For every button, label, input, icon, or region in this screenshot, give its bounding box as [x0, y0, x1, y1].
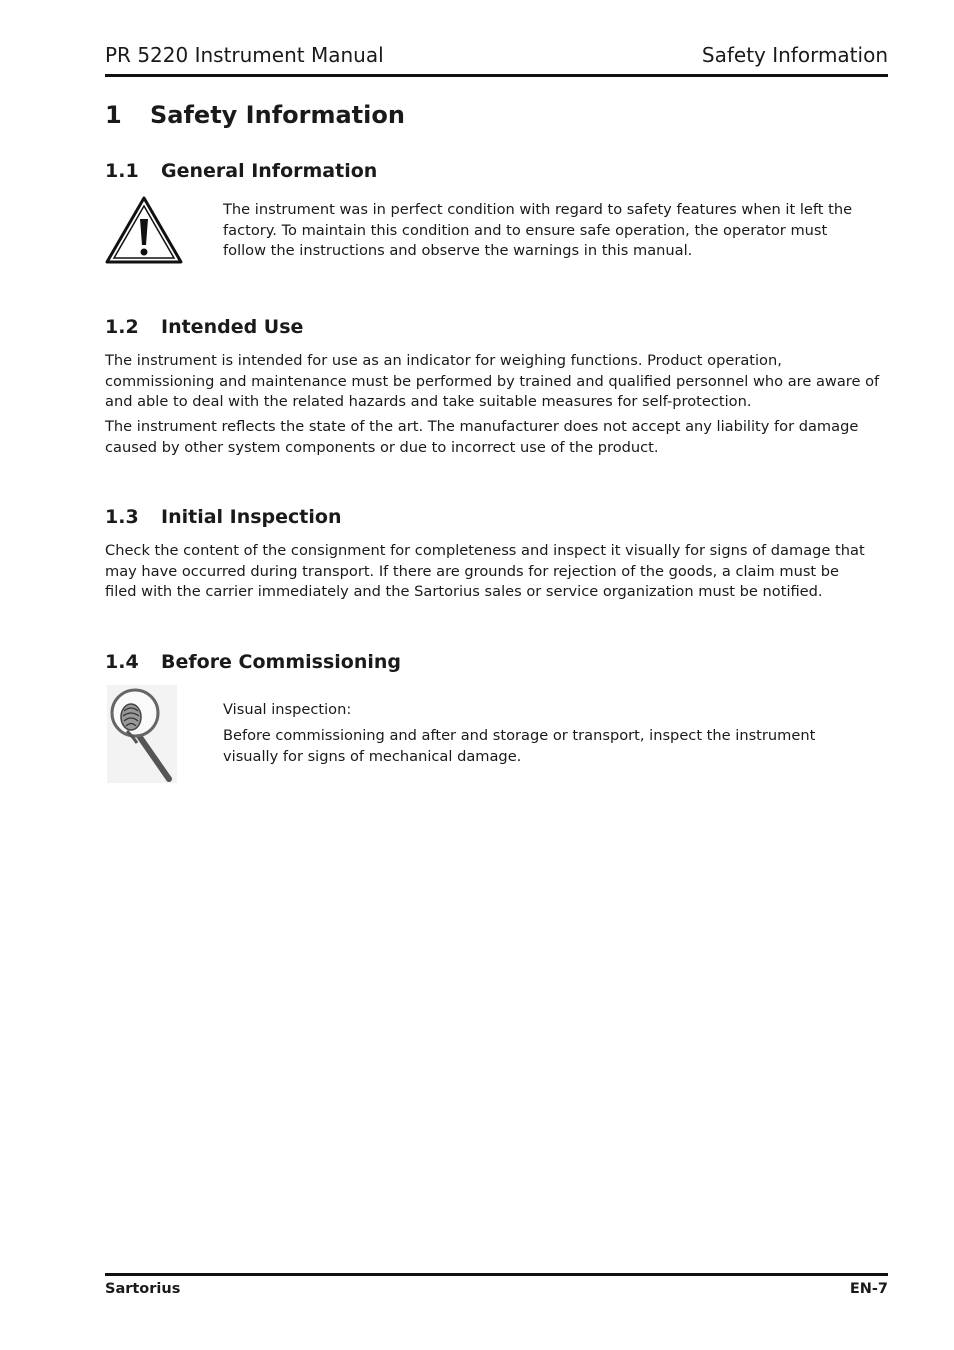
section-number: 1.1 [105, 160, 139, 182]
section-title: Before Commissioning [161, 651, 402, 673]
general-information-paragraph: The instrument was in perfect condition with regard to safety features when it left the factory. To maintain this condition and to ensure safe operation, the operator must follow the instructions and observe the warnings in this manual. [223, 201, 853, 260]
header-manual-title: PR 5220 Instrument Manual [105, 43, 384, 67]
section-title: Initial Inspection [161, 506, 342, 528]
intended-use-paragraph-1: The instrument is intended for use as an indicator for weighing functions. Product operation, commissioning and maintenance must be performed by trained and qualified personnel who are aware of and able to deal with the related hazards and take suitable measures for self-protection. [105, 352, 880, 411]
intended-use-paragraph-2: The instrument reflects the state of the art. The manufacturer does not accept any liability for damage caused by other system components or due to incorrect use of the product. [105, 418, 859, 456]
warning-triangle-icon [105, 195, 183, 265]
chapter-heading [105, 101, 405, 129]
section-heading-initial-inspection [105, 506, 341, 528]
section-title: Intended Use [161, 316, 304, 338]
section-number: 1.2 [105, 316, 139, 338]
chapter-number: 1 [105, 101, 122, 129]
section-number: 1.4 [105, 651, 139, 673]
initial-inspection-paragraph: Check the content of the consignment for completeness and inspect it visually for signs of damage that may have occurred during transport. If there are grounds for rejection of the goods, a claim must be filed with the carrier immediately and the Sartorius sales or service organization must be notified. [105, 542, 865, 601]
chapter-title: Safety Information [150, 101, 405, 129]
page-footer [105, 1273, 888, 1297]
before-commissioning-paragraph: Before commissioning and after and storage or transport, inspect the instrument visually for signs of mechanical damage. [223, 727, 816, 765]
manual-page [105, 0, 888, 1350]
page-header [105, 40, 888, 77]
visual-inspection-label: Visual inspection: [223, 701, 352, 718]
magnifier-icon [107, 685, 177, 783]
section-number: 1.3 [105, 506, 139, 528]
header-section-title: Safety Information [701, 43, 888, 67]
section-heading-before-commissioning [105, 651, 401, 673]
section-heading-general-information [105, 160, 377, 182]
footer-page-number: EN-7 [849, 1281, 888, 1297]
footer-company: Sartorius [105, 1281, 181, 1297]
section-heading-intended-use [105, 316, 303, 338]
section-title: General Information [161, 160, 378, 182]
